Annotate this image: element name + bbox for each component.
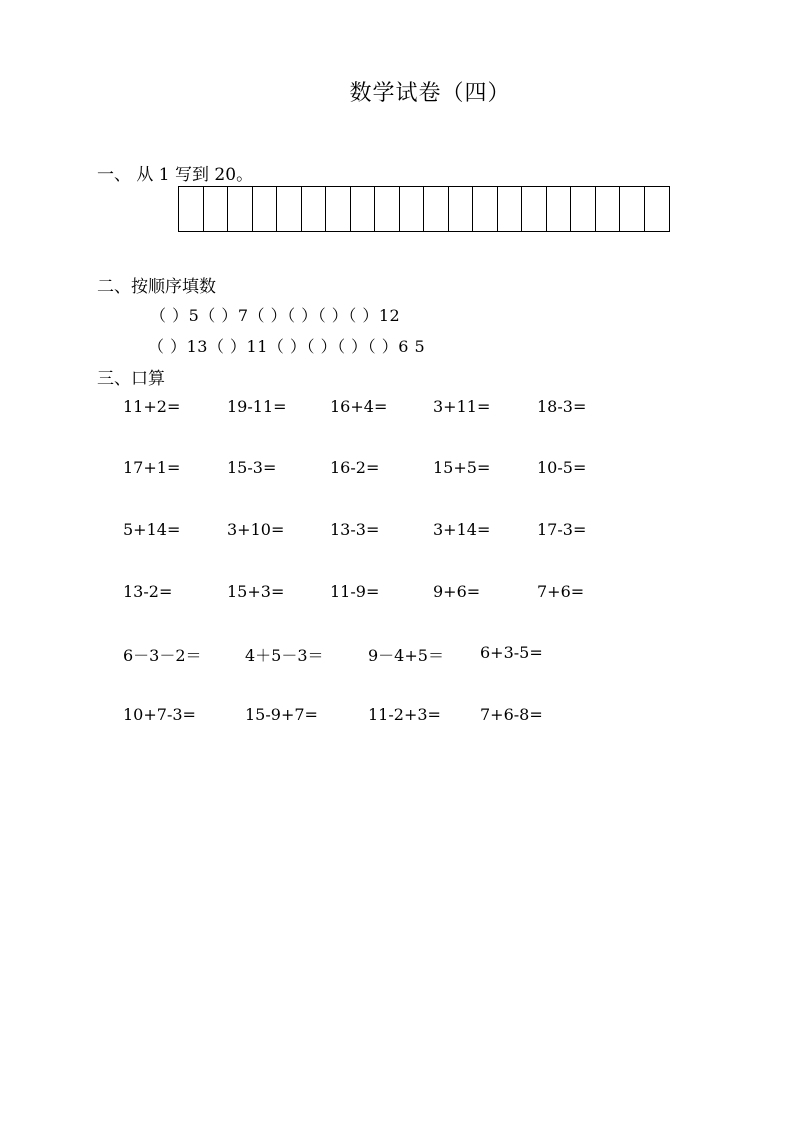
page-title: 数学试卷（四）: [349, 81, 511, 106]
exercise-item: 3+14=: [433, 520, 491, 539]
exercise-item: 7+6=: [537, 582, 585, 601]
grid-box[interactable]: [547, 187, 572, 231]
exercise-item: 9－4+5＝: [368, 646, 444, 665]
exercise-item: 10+7-3=: [123, 705, 196, 724]
exercise-item: 15+5=: [433, 458, 491, 477]
grid-box[interactable]: [620, 187, 645, 231]
exercise-item: 3+10=: [227, 520, 285, 539]
grid-box[interactable]: [228, 187, 253, 231]
number-writing-grid: [178, 186, 670, 232]
grid-box[interactable]: [522, 187, 547, 231]
exercise-item: 13-2=: [123, 582, 173, 601]
grid-box[interactable]: [351, 187, 376, 231]
exercise-item: 15-3=: [227, 458, 277, 477]
grid-box[interactable]: [449, 187, 474, 231]
exercise-item: 15-9+7=: [245, 705, 318, 724]
exercise-item: 11-9=: [330, 582, 380, 601]
grid-box[interactable]: [596, 187, 621, 231]
grid-box[interactable]: [400, 187, 425, 231]
exercise-item: 9+6=: [433, 582, 481, 601]
exercise-item: 7+6-8=: [480, 705, 543, 724]
section-2-heading: 二、按顺序填数: [97, 277, 216, 297]
grid-box[interactable]: [204, 187, 229, 231]
grid-box[interactable]: [375, 187, 400, 231]
exercise-item: 16-2=: [330, 458, 380, 477]
exercise-item: 6－3－2＝: [123, 646, 202, 665]
section-3-heading: 三、口算: [97, 369, 165, 389]
exercise-item: 10-5=: [537, 458, 587, 477]
exercise-item: 11-2+3=: [368, 705, 441, 724]
grid-box[interactable]: [424, 187, 449, 231]
exercise-item: 11+2=: [123, 397, 181, 416]
exercise-item: 18-3=: [537, 397, 587, 416]
exercise-item: 16+4=: [330, 397, 388, 416]
exercise-item: 17-3=: [537, 520, 587, 539]
exercise-item: 5+14=: [123, 520, 181, 539]
exercise-item: 6+3-5=: [480, 643, 543, 662]
grid-box[interactable]: [302, 187, 327, 231]
grid-box[interactable]: [277, 187, 302, 231]
grid-box[interactable]: [473, 187, 498, 231]
section-1-heading: 一、 从 1 写到 20。: [97, 165, 254, 185]
sequence-row-1: （ ）5（ ）7（ ）（ ）（ ）（ ）12: [150, 306, 401, 325]
grid-box[interactable]: [179, 187, 204, 231]
exercise-item: 3+11=: [433, 397, 491, 416]
exercise-item: 15+3=: [227, 582, 285, 601]
grid-box[interactable]: [253, 187, 278, 231]
exercise-item: 17+1=: [123, 458, 181, 477]
exercise-item: 13-3=: [330, 520, 380, 539]
exercise-item: 19-11=: [227, 397, 287, 416]
exercise-item: 4＋5－3＝: [245, 646, 324, 665]
grid-box[interactable]: [645, 187, 670, 231]
grid-box[interactable]: [326, 187, 351, 231]
grid-box[interactable]: [571, 187, 596, 231]
sequence-row-2: （ ）13（ ）11（ ）（ ）（ ）（ ）6 5: [148, 337, 426, 356]
grid-box[interactable]: [498, 187, 523, 231]
